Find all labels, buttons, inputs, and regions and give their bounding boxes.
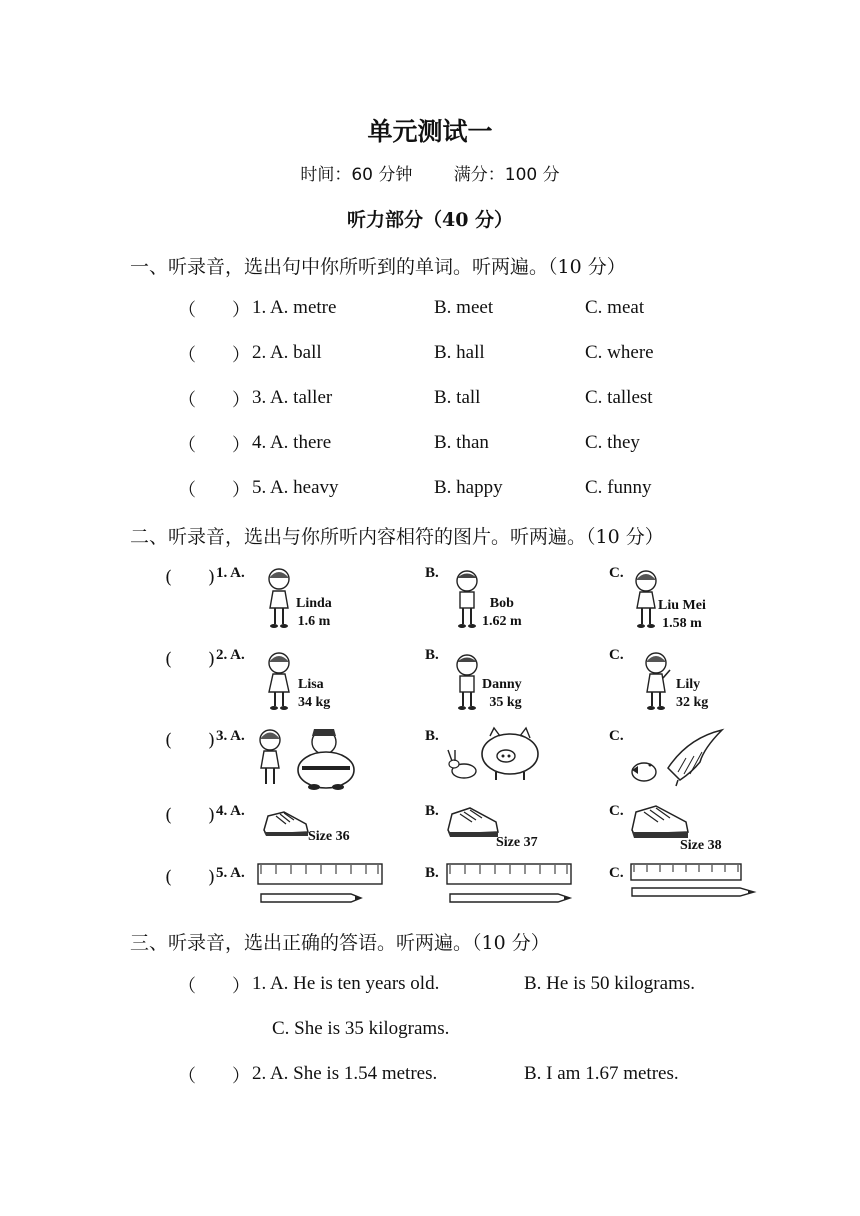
option-a-label: 5. A.: [216, 865, 245, 881]
option-a-label: 3. A.: [216, 728, 245, 744]
option-a: 1. A. He is ten years old.: [252, 973, 440, 994]
shoes-picture: [446, 804, 502, 838]
height-label: 1.62 m: [482, 614, 522, 629]
ruler-and-pencil-picture: [257, 862, 385, 904]
option-c: C. She is 35 kilograms.: [272, 1018, 450, 1039]
option-b: B. I am 1.67 metres.: [524, 1063, 679, 1084]
full-score: 满分：100 分: [453, 165, 560, 185]
part-heading: 听力部分（40 分）: [346, 209, 514, 231]
exam-info: [0, 160, 860, 185]
section3-heading: 三、听录音，选出正确的答语。听两遍。（10 分）: [130, 932, 550, 954]
picture-caption: [482, 595, 522, 631]
option-c-label: C.: [609, 865, 624, 881]
option-c-label: C.: [609, 647, 624, 663]
picture-caption: [298, 676, 330, 712]
girl-picture: [631, 568, 661, 630]
height-label: 1.6 m: [297, 614, 331, 629]
option-c: C. meat: [585, 297, 645, 318]
height-label: 1.58 m: [662, 616, 702, 631]
option-c: C. where: [585, 342, 654, 363]
option-c-label: C.: [609, 803, 624, 819]
shoe-size-label: Size 38: [680, 838, 722, 853]
weight-label: 35 kg: [489, 695, 522, 710]
name-label: Lily: [676, 677, 701, 692]
answer-bracket[interactable]: （ ）: [178, 1066, 250, 1087]
option-a: 5. A. heavy: [252, 477, 339, 498]
girl-picture: [264, 650, 294, 712]
name-label: Linda: [296, 596, 332, 611]
answer-bracket[interactable]: ( ): [165, 730, 216, 751]
option-b: B. tall: [434, 387, 481, 408]
option-c: C. they: [585, 432, 640, 453]
option-c-label: C.: [609, 565, 624, 581]
option-b-label: B.: [425, 865, 439, 881]
option-b: B. happy: [434, 477, 503, 498]
option-a-label: 4. A.: [216, 803, 245, 819]
option-b-label: B.: [425, 728, 439, 744]
option-b: B. than: [434, 432, 489, 453]
option-a: 2. A. She is 1.54 metres.: [252, 1063, 438, 1084]
picture-caption: [676, 676, 708, 712]
time-limit: 时间：60 分钟: [300, 165, 413, 185]
option-c: C. funny: [585, 477, 652, 498]
name-label: Liu Mei: [658, 598, 706, 613]
option-a: 1. A. metre: [252, 297, 337, 318]
picture-caption: [482, 676, 522, 712]
name-label: Danny: [482, 677, 522, 692]
page-title: 单元测试一: [367, 117, 493, 146]
weight-label: 34 kg: [298, 695, 331, 710]
option-b: B. He is 50 kilograms.: [524, 973, 695, 994]
option-b: B. meet: [434, 297, 494, 318]
option-b-label: B.: [425, 565, 439, 581]
girl-picture: [641, 650, 673, 712]
option-a: 4. A. there: [252, 432, 332, 453]
option-c-label: C.: [609, 728, 624, 744]
shoe-size-label: Size 37: [496, 835, 538, 850]
answer-bracket[interactable]: ( ): [165, 867, 216, 888]
section2-heading: 二、听录音，选出与你所听内容相符的图片。听两遍。（10 分）: [130, 526, 664, 548]
option-a: 3. A. taller: [252, 387, 333, 408]
answer-bracket[interactable]: （ ）: [178, 345, 250, 366]
option-a-label: 2. A.: [216, 647, 245, 663]
answer-bracket[interactable]: ( ): [165, 567, 216, 588]
name-label: Bob: [489, 596, 514, 611]
answer-bracket[interactable]: （ ）: [178, 435, 250, 456]
option-b: B. hall: [434, 342, 485, 363]
boy-picture: [452, 568, 482, 630]
birds-picture: [628, 728, 724, 786]
option-a-label: 1. A.: [216, 565, 245, 581]
picture-caption: [658, 597, 706, 633]
picture-caption: [296, 595, 332, 631]
answer-bracket[interactable]: （ ）: [178, 480, 250, 501]
answer-bracket[interactable]: （ ）: [178, 300, 250, 321]
ruler-and-pencil-picture: [630, 862, 758, 900]
option-a: 2. A. ball: [252, 342, 322, 363]
boy-picture: [452, 652, 482, 712]
answer-bracket[interactable]: （ ）: [178, 976, 250, 997]
girl-picture: [264, 566, 294, 630]
weight-label: 32 kg: [676, 695, 709, 710]
option-b-label: B.: [425, 803, 439, 819]
ruler-and-pencil-picture: [446, 862, 574, 904]
shoes-picture: [262, 808, 312, 838]
answer-bracket[interactable]: ( ): [165, 805, 216, 826]
option-b-label: B.: [425, 647, 439, 663]
rabbit-and-pig-picture: [446, 726, 548, 784]
option-c: C. tallest: [585, 387, 653, 408]
answer-bracket[interactable]: （ ）: [178, 390, 250, 411]
shoes-picture: [630, 802, 692, 840]
answer-bracket[interactable]: ( ): [165, 649, 216, 670]
shoe-size-label: Size 36: [308, 829, 350, 844]
girl-and-fat-man-picture: [256, 726, 366, 790]
name-label: Lisa: [298, 677, 324, 692]
section1-heading: 一、听录音，选出句中你所听到的单词。听两遍。（10 分）: [130, 256, 626, 278]
